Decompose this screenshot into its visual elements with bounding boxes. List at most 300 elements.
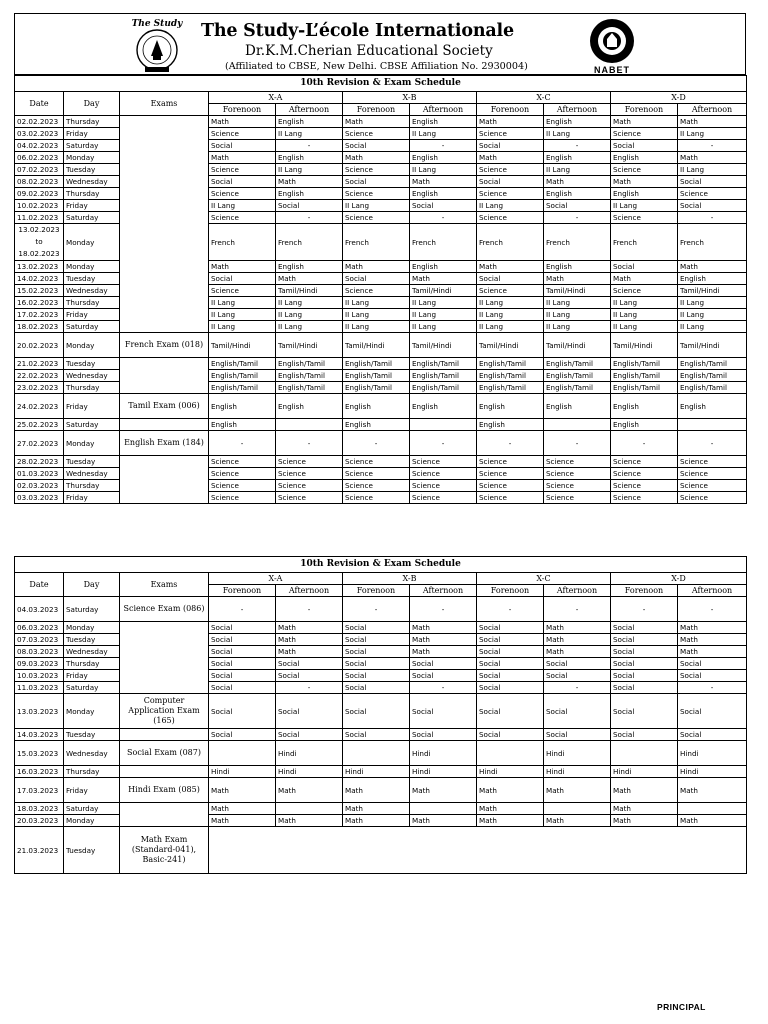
subject-cell: English bbox=[678, 394, 747, 419]
subject-cell: English/Tamil bbox=[611, 370, 678, 382]
day-cell: Friday bbox=[64, 128, 120, 140]
subject-cell: Science bbox=[477, 188, 544, 200]
subject-cell: Math bbox=[276, 622, 343, 634]
section-header: X-D bbox=[611, 573, 747, 585]
subject-cell: Social bbox=[276, 729, 343, 741]
subject-cell: Social bbox=[477, 729, 544, 741]
subject-cell: - bbox=[678, 212, 747, 224]
subject-cell: English/Tamil bbox=[276, 382, 343, 394]
table-row bbox=[15, 622, 747, 634]
subject-cell: II Lang bbox=[276, 297, 343, 309]
subject-cell: II Lang bbox=[343, 309, 410, 321]
subject-cell: English/Tamil bbox=[276, 358, 343, 370]
subject-cell: Tamil/Hindi bbox=[410, 333, 477, 358]
subject-cell: Social bbox=[611, 622, 678, 634]
subject-cell: Social bbox=[611, 682, 678, 694]
day-cell: Tuesday bbox=[64, 827, 120, 874]
subject-cell: Math bbox=[276, 646, 343, 658]
subject-cell: Science bbox=[611, 285, 678, 297]
date-cell: 04.02.2023 bbox=[15, 140, 64, 152]
day-cell: Monday bbox=[64, 815, 120, 827]
table-row bbox=[15, 358, 747, 370]
date-cell: 18.03.2023 bbox=[15, 803, 64, 815]
date-cell: 11.03.2023 bbox=[15, 682, 64, 694]
subject-cell: II Lang bbox=[477, 321, 544, 333]
subject-cell: Math bbox=[276, 815, 343, 827]
subject-cell: II Lang bbox=[209, 309, 276, 321]
subject-cell: Science bbox=[410, 456, 477, 468]
afternoon-header: Afternoon bbox=[544, 585, 611, 597]
subject-cell: Math bbox=[276, 273, 343, 285]
subject-cell: English bbox=[276, 152, 343, 164]
subject-cell: Social bbox=[410, 658, 477, 670]
subject-cell: Social bbox=[410, 200, 477, 212]
table-row bbox=[15, 597, 747, 622]
date-cell: 06.03.2023 bbox=[15, 622, 64, 634]
day-cell: Tuesday bbox=[64, 456, 120, 468]
subject-cell: Social bbox=[477, 658, 544, 670]
subject-cell: Science bbox=[611, 164, 678, 176]
subject-cell bbox=[410, 803, 477, 815]
subject-cell: Social bbox=[678, 694, 747, 729]
subject-cell: Science bbox=[678, 468, 747, 480]
subject-cell: Tamil/Hindi bbox=[544, 285, 611, 297]
nabet-seal-logo bbox=[581, 17, 643, 75]
subject-cell: Science bbox=[611, 128, 678, 140]
subject-cell: Science bbox=[209, 456, 276, 468]
title-row bbox=[15, 557, 747, 573]
subject-cell: Social bbox=[611, 694, 678, 729]
subject-cell: English/Tamil bbox=[410, 358, 477, 370]
title-row bbox=[15, 76, 747, 92]
subject-cell: Science bbox=[611, 468, 678, 480]
subject-cell: Social bbox=[343, 634, 410, 646]
date-cell: 08.03.2023 bbox=[15, 646, 64, 658]
subject-cell: II Lang bbox=[343, 321, 410, 333]
subject-cell: English/Tamil bbox=[678, 370, 747, 382]
subject-cell: - bbox=[276, 597, 343, 622]
affiliation-text: (Affiliated to CBSE, New Delhi. CBSE Affiliation No. 2930004) bbox=[225, 61, 528, 72]
day-cell: Saturday bbox=[64, 212, 120, 224]
date-cell: 08.02.2023 bbox=[15, 176, 64, 188]
subject-cell: - bbox=[276, 431, 343, 456]
subject-cell: Science bbox=[209, 468, 276, 480]
subject-cell: Math bbox=[678, 634, 747, 646]
subject-cell: - bbox=[678, 140, 747, 152]
principal-signature-label: PRINCIPAL bbox=[657, 1002, 706, 1012]
subject-cell: - bbox=[678, 597, 747, 622]
date-cell: 11.02.2023 bbox=[15, 212, 64, 224]
forenoon-header: Forenoon bbox=[611, 585, 678, 597]
subject-cell: II Lang bbox=[209, 297, 276, 309]
day-cell: Monday bbox=[64, 622, 120, 634]
date-cell: 10.02.2023 bbox=[15, 200, 64, 212]
subject-cell: English bbox=[209, 419, 276, 431]
day-cell: Friday bbox=[64, 492, 120, 504]
subject-cell: II Lang bbox=[544, 128, 611, 140]
forenoon-header: Forenoon bbox=[343, 585, 410, 597]
exam-cell: Science Exam (086) bbox=[120, 597, 209, 622]
subject-cell: Social bbox=[343, 658, 410, 670]
subject-cell: Social bbox=[544, 729, 611, 741]
subject-cell: Science bbox=[343, 456, 410, 468]
subject-cell: Tamil/Hindi bbox=[611, 333, 678, 358]
subject-cell: - bbox=[343, 597, 410, 622]
subject-cell: II Lang bbox=[678, 164, 747, 176]
subject-cell: English/Tamil bbox=[410, 382, 477, 394]
subject-cell: II Lang bbox=[410, 297, 477, 309]
school-crest-logo bbox=[127, 16, 187, 74]
subject-cell: Social bbox=[276, 694, 343, 729]
subject-cell: Social bbox=[343, 729, 410, 741]
subject-cell: Math bbox=[678, 116, 747, 128]
exam-cell bbox=[120, 456, 209, 504]
subject-cell: Social bbox=[611, 140, 678, 152]
table-row bbox=[15, 394, 747, 419]
subject-cell bbox=[544, 419, 611, 431]
subject-cell: English/Tamil bbox=[343, 382, 410, 394]
subject-cell: Hindi bbox=[678, 766, 747, 778]
day-cell: Thursday bbox=[64, 188, 120, 200]
subject-cell: II Lang bbox=[410, 164, 477, 176]
subject-cell: Science bbox=[343, 480, 410, 492]
day-cell: Monday bbox=[64, 694, 120, 729]
subject-cell: Social bbox=[611, 634, 678, 646]
subject-cell: English bbox=[611, 152, 678, 164]
table-row bbox=[15, 766, 747, 778]
subject-cell: English bbox=[611, 394, 678, 419]
school-name: The Study-L’école Internationale bbox=[201, 21, 514, 41]
subject-cell: Social bbox=[477, 646, 544, 658]
subject-cell: - bbox=[678, 682, 747, 694]
subject-cell: English bbox=[276, 188, 343, 200]
date-cell: 14.03.2023 bbox=[15, 729, 64, 741]
svg-text:The Study: The Study bbox=[131, 19, 183, 29]
subject-cell: II Lang bbox=[276, 309, 343, 321]
table-row bbox=[15, 694, 747, 729]
subject-cell: English/Tamil bbox=[343, 370, 410, 382]
day-cell: Thursday bbox=[64, 382, 120, 394]
subject-cell bbox=[611, 741, 678, 766]
subject-cell: Math bbox=[477, 815, 544, 827]
subject-cell: English/Tamil bbox=[410, 370, 477, 382]
subject-cell: French bbox=[410, 224, 477, 261]
subject-cell: Tamil/Hindi bbox=[343, 333, 410, 358]
subject-cell: Science bbox=[544, 456, 611, 468]
subject-cell: Math bbox=[544, 815, 611, 827]
subject-cell: Science bbox=[276, 456, 343, 468]
subject-cell: Social bbox=[343, 670, 410, 682]
subject-cell: Social bbox=[678, 176, 747, 188]
subject-cell: Math bbox=[477, 152, 544, 164]
subject-cell: English/Tamil bbox=[209, 358, 276, 370]
day-cell: Tuesday bbox=[64, 358, 120, 370]
subject-cell: Math bbox=[678, 152, 747, 164]
subject-cell: French bbox=[544, 224, 611, 261]
subject-cell: Social bbox=[477, 140, 544, 152]
subject-cell: Social bbox=[343, 622, 410, 634]
subject-cell: II Lang bbox=[544, 309, 611, 321]
afternoon-header: Afternoon bbox=[410, 104, 477, 116]
subject-cell: Science bbox=[209, 188, 276, 200]
date-cell: 22.02.2023 bbox=[15, 370, 64, 382]
subject-cell: Social bbox=[209, 646, 276, 658]
section-header: X-A bbox=[209, 92, 343, 104]
subject-cell: English/Tamil bbox=[477, 370, 544, 382]
subject-cell: Social bbox=[611, 729, 678, 741]
subject-cell: Math bbox=[276, 634, 343, 646]
subject-cell: Social bbox=[611, 658, 678, 670]
subject-cell: English/Tamil bbox=[611, 382, 678, 394]
subject-cell bbox=[410, 419, 477, 431]
subject-cell: Math bbox=[209, 152, 276, 164]
subject-cell: Social bbox=[209, 622, 276, 634]
date-cell: 24.02.2023 bbox=[15, 394, 64, 419]
section-header: X-B bbox=[343, 92, 477, 104]
society-name: Dr.K.M.Cherian Educational Society bbox=[245, 43, 493, 59]
subject-cell: Social bbox=[477, 176, 544, 188]
subject-cell: Social bbox=[343, 140, 410, 152]
subject-cell: II Lang bbox=[477, 297, 544, 309]
subject-cell: II Lang bbox=[276, 321, 343, 333]
subject-cell: Math bbox=[343, 815, 410, 827]
day-cell: Tuesday bbox=[64, 729, 120, 741]
subject-cell: - bbox=[410, 212, 477, 224]
subject-cell: Math bbox=[544, 622, 611, 634]
subject-cell: II Lang bbox=[678, 297, 747, 309]
subject-cell: English bbox=[276, 116, 343, 128]
date-cell: 16.03.2023 bbox=[15, 766, 64, 778]
subject-cell: Science bbox=[343, 128, 410, 140]
subject-cell: English/Tamil bbox=[276, 370, 343, 382]
subject-cell: II Lang bbox=[209, 200, 276, 212]
subject-cell: II Lang bbox=[343, 297, 410, 309]
subject-cell: Tamil/Hindi bbox=[544, 333, 611, 358]
subject-cell: English bbox=[611, 188, 678, 200]
subject-cell: Social bbox=[276, 200, 343, 212]
exam-cell: Hindi Exam (085) bbox=[120, 778, 209, 803]
day-cell: Thursday bbox=[64, 297, 120, 309]
subject-cell: English bbox=[611, 419, 678, 431]
day-cell: Wednesday bbox=[64, 370, 120, 382]
subject-cell: Math bbox=[209, 116, 276, 128]
subject-cell: English bbox=[678, 273, 747, 285]
subject-cell: Hindi bbox=[611, 766, 678, 778]
afternoon-header: Afternoon bbox=[678, 104, 747, 116]
day-cell: Saturday bbox=[64, 419, 120, 431]
subject-cell: Math bbox=[477, 778, 544, 803]
forenoon-header: Forenoon bbox=[477, 585, 544, 597]
date-cell: 03.03.2023 bbox=[15, 492, 64, 504]
subject-cell: II Lang bbox=[477, 200, 544, 212]
subject-cell: Math bbox=[410, 778, 477, 803]
subject-cell: Social bbox=[611, 646, 678, 658]
day-cell: Saturday bbox=[64, 321, 120, 333]
subject-cell: Science bbox=[209, 164, 276, 176]
subject-cell: Social bbox=[477, 273, 544, 285]
date-cell: 18.02.2023 bbox=[15, 321, 64, 333]
subject-cell: English/Tamil bbox=[544, 370, 611, 382]
subject-cell: English/Tamil bbox=[209, 382, 276, 394]
subject-cell: Science bbox=[544, 492, 611, 504]
subject-cell: Math bbox=[544, 646, 611, 658]
subject-cell: Math bbox=[343, 116, 410, 128]
subject-cell: - bbox=[410, 682, 477, 694]
exam-cell: French Exam (018) bbox=[120, 333, 209, 358]
subject-cell: Math bbox=[209, 778, 276, 803]
subject-cell: French bbox=[477, 224, 544, 261]
table-row bbox=[15, 803, 747, 815]
subject-cell: English bbox=[410, 394, 477, 419]
day-cell: Tuesday bbox=[64, 164, 120, 176]
subject-cell: Science bbox=[276, 480, 343, 492]
subject-cell: Science bbox=[611, 480, 678, 492]
subject-cell: Science bbox=[343, 212, 410, 224]
afternoon-header: Afternoon bbox=[678, 585, 747, 597]
subject-cell: Tamil/Hindi bbox=[477, 333, 544, 358]
subject-cell: Math bbox=[477, 116, 544, 128]
subject-cell: Math bbox=[343, 803, 410, 815]
date-cell: 23.02.2023 bbox=[15, 382, 64, 394]
subject-cell: II Lang bbox=[611, 309, 678, 321]
subject-cell: Math bbox=[209, 803, 276, 815]
subject-cell: Math bbox=[343, 152, 410, 164]
exam-cell bbox=[120, 419, 209, 431]
subject-cell bbox=[678, 419, 747, 431]
day-cell: Wednesday bbox=[64, 646, 120, 658]
subject-cell: Science bbox=[544, 468, 611, 480]
subject-cell: Math bbox=[678, 261, 747, 273]
subject-cell: Hindi bbox=[477, 766, 544, 778]
subject-cell: Social bbox=[209, 670, 276, 682]
subject-cell: Science bbox=[477, 128, 544, 140]
day-cell: Wednesday bbox=[64, 285, 120, 297]
subject-cell: Science bbox=[678, 188, 747, 200]
subject-cell: Math bbox=[410, 634, 477, 646]
date-cell: 16.02.2023 bbox=[15, 297, 64, 309]
subject-cell bbox=[678, 803, 747, 815]
subject-cell: Tamil/Hindi bbox=[209, 333, 276, 358]
subject-cell: English bbox=[410, 116, 477, 128]
section-header: X-A bbox=[209, 573, 343, 585]
subject-cell: English/Tamil bbox=[678, 382, 747, 394]
date-cell: 13.03.2023 bbox=[15, 694, 64, 729]
subject-cell: Science bbox=[544, 480, 611, 492]
subject-cell: Math bbox=[544, 634, 611, 646]
day-cell: Friday bbox=[64, 778, 120, 803]
day-cell: Wednesday bbox=[64, 741, 120, 766]
subject-cell: - bbox=[410, 597, 477, 622]
column-header-exams: Exams bbox=[120, 573, 209, 597]
subject-cell: Social bbox=[209, 658, 276, 670]
subject-cell: English/Tamil bbox=[678, 358, 747, 370]
subject-cell: - bbox=[209, 431, 276, 456]
date-cell: 10.03.2023 bbox=[15, 670, 64, 682]
table-row bbox=[15, 827, 747, 874]
exam-cell: Math Exam (Standard-041), Basic-241) bbox=[120, 827, 209, 874]
subject-cell: Social bbox=[276, 670, 343, 682]
subject-cell: Science bbox=[343, 188, 410, 200]
subject-cell: II Lang bbox=[410, 128, 477, 140]
subject-cell: Social bbox=[544, 694, 611, 729]
day-cell: Monday bbox=[64, 152, 120, 164]
day-cell: Thursday bbox=[64, 658, 120, 670]
subject-cell: - bbox=[276, 682, 343, 694]
subject-cell: Science bbox=[209, 212, 276, 224]
subject-cell: Science bbox=[209, 480, 276, 492]
subject-cell: II Lang bbox=[343, 200, 410, 212]
subject-cell: II Lang bbox=[678, 128, 747, 140]
subject-cell: - bbox=[209, 597, 276, 622]
section-header: X-D bbox=[611, 92, 747, 104]
date-cell: 14.02.2023 bbox=[15, 273, 64, 285]
subject-cell: Science bbox=[611, 492, 678, 504]
subject-cell: English bbox=[544, 394, 611, 419]
school-header bbox=[14, 13, 746, 75]
subject-cell: Science bbox=[477, 212, 544, 224]
subject-cell: Science bbox=[410, 480, 477, 492]
subject-cell bbox=[276, 419, 343, 431]
forenoon-header: Forenoon bbox=[209, 104, 276, 116]
day-cell: Thursday bbox=[64, 116, 120, 128]
subject-cell: Science bbox=[678, 480, 747, 492]
subject-cell: Science bbox=[678, 456, 747, 468]
subject-cell: II Lang bbox=[276, 128, 343, 140]
table-row bbox=[15, 729, 747, 741]
subject-cell: English/Tamil bbox=[544, 382, 611, 394]
subject-cell: English bbox=[410, 188, 477, 200]
forenoon-header: Forenoon bbox=[477, 104, 544, 116]
subject-cell: Math bbox=[209, 261, 276, 273]
date-cell: 20.02.2023 bbox=[15, 333, 64, 358]
day-cell: Saturday bbox=[64, 682, 120, 694]
subject-cell: - bbox=[611, 597, 678, 622]
subject-cell: Social bbox=[544, 658, 611, 670]
exam-cell bbox=[120, 766, 209, 778]
subject-cell: Social bbox=[343, 646, 410, 658]
subject-cell: English/Tamil bbox=[477, 358, 544, 370]
date-cell: 15.03.2023 bbox=[15, 741, 64, 766]
exam-cell: English Exam (184) bbox=[120, 431, 209, 456]
subject-cell: English bbox=[477, 419, 544, 431]
subject-cell: Hindi bbox=[544, 741, 611, 766]
forenoon-header: Forenoon bbox=[209, 585, 276, 597]
subject-cell: Science bbox=[477, 456, 544, 468]
afternoon-header: Afternoon bbox=[276, 585, 343, 597]
subject-cell: II Lang bbox=[544, 321, 611, 333]
subject-cell: Math bbox=[477, 261, 544, 273]
subject-cell: II Lang bbox=[410, 309, 477, 321]
subject-cell: Hindi bbox=[410, 766, 477, 778]
column-header-exams: Exams bbox=[120, 92, 209, 116]
subject-cell: Social bbox=[477, 694, 544, 729]
subject-cell: English bbox=[544, 116, 611, 128]
day-cell: Saturday bbox=[64, 803, 120, 815]
subject-cell bbox=[477, 741, 544, 766]
day-cell: Monday bbox=[64, 333, 120, 358]
subject-cell: Social bbox=[410, 694, 477, 729]
subject-cell: Math bbox=[678, 622, 747, 634]
subject-cell: Social bbox=[343, 273, 410, 285]
column-header-day: Day bbox=[64, 92, 120, 116]
subject-cell: English/Tamil bbox=[477, 382, 544, 394]
exam-cell: Tamil Exam (006) bbox=[120, 394, 209, 419]
exam-cell bbox=[120, 803, 209, 827]
header-row bbox=[15, 92, 747, 104]
subject-cell: French bbox=[276, 224, 343, 261]
subject-cell: Social bbox=[544, 670, 611, 682]
subject-cell: Math bbox=[678, 778, 747, 803]
